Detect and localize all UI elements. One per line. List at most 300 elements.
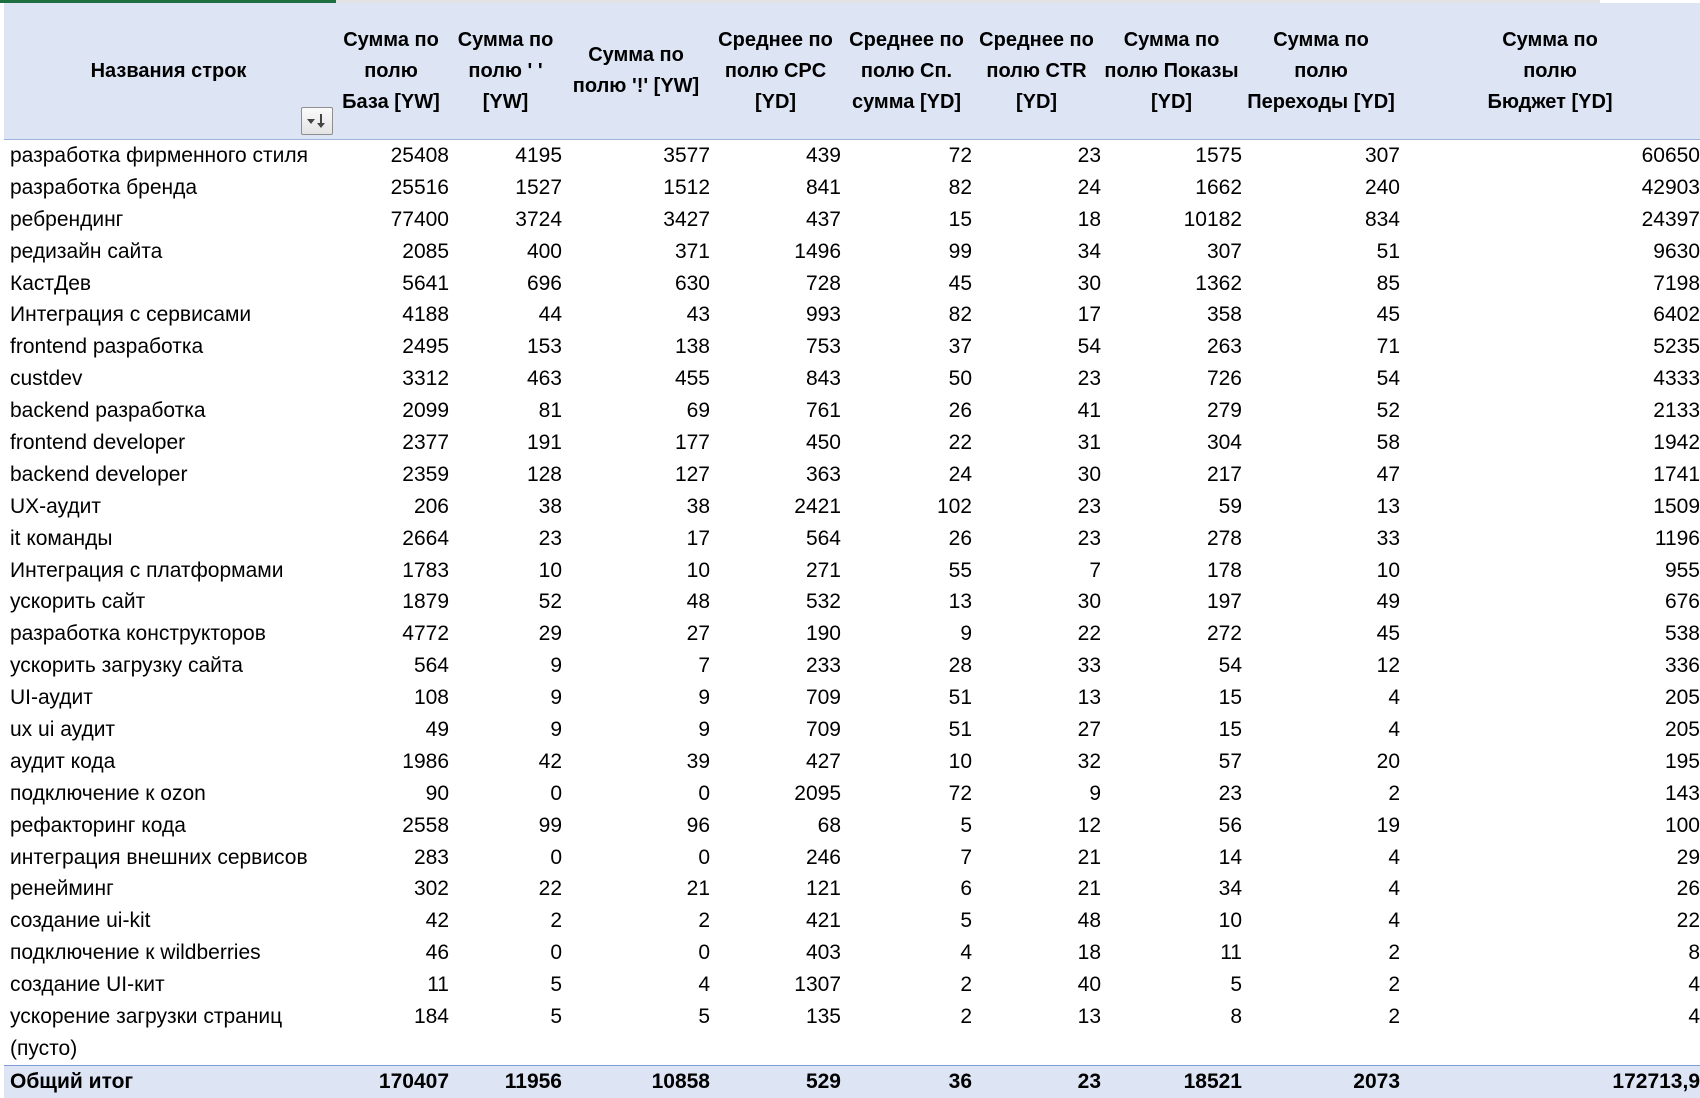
value-cell[interactable]: 13 — [948, 590, 972, 614]
value-cell[interactable]: 54 — [1218, 654, 1242, 678]
value-cell[interactable]: 46 — [425, 941, 449, 965]
value-cell[interactable]: 43 — [686, 303, 710, 327]
value-cell[interactable]: 81 — [538, 399, 562, 423]
value-cell[interactable]: 17 — [686, 526, 710, 550]
value-cell[interactable]: 153 — [526, 335, 562, 359]
row-label-cell[interactable]: ux ui аудит — [10, 717, 116, 741]
value-cell[interactable]: 127 — [674, 462, 710, 486]
value-cell[interactable]: 28 — [948, 654, 972, 678]
value-cell[interactable]: 5 — [960, 909, 972, 933]
value-cell[interactable]: 50 — [948, 367, 972, 391]
value-cell[interactable]: 8 — [1230, 1004, 1242, 1028]
value-cell[interactable]: 0 — [550, 781, 562, 805]
grand-total-value[interactable]: 529 — [710, 1065, 841, 1098]
row-label-cell[interactable]: разработка фирменного стиля — [10, 143, 308, 167]
value-cell[interactable]: 1942 — [1653, 430, 1700, 454]
row-label-cell[interactable]: интеграция внешних сервисов — [10, 845, 308, 869]
value-cell[interactable]: 13 — [1077, 686, 1101, 710]
value-cell[interactable]: 630 — [674, 271, 710, 295]
value-cell[interactable]: 32 — [1077, 749, 1101, 773]
value-cell[interactable]: 761 — [805, 399, 841, 423]
value-cell[interactable]: 27 — [686, 622, 710, 646]
column-header[interactable] — [1242, 3, 1400, 140]
value-cell[interactable]: 205 — [1664, 686, 1700, 710]
value-cell[interactable]: 45 — [1376, 622, 1400, 646]
value-cell[interactable]: 41 — [1077, 399, 1101, 423]
value-cell[interactable]: 20 — [1376, 749, 1400, 773]
row-labels-header-cell[interactable] — [4, 3, 333, 140]
value-cell[interactable]: 17 — [1077, 303, 1101, 327]
value-cell[interactable]: 437 — [805, 207, 841, 231]
value-cell[interactable]: 33 — [1376, 526, 1400, 550]
value-cell[interactable]: 4772 — [402, 622, 449, 646]
grand-total-value[interactable]: 11956 — [449, 1065, 562, 1098]
value-cell[interactable]: 0 — [550, 845, 562, 869]
value-cell[interactable]: 21 — [1077, 845, 1101, 869]
value-cell[interactable]: 4 — [1688, 1004, 1700, 1028]
value-cell[interactable]: 6402 — [1653, 303, 1700, 327]
row-label-cell[interactable]: backend developer — [10, 462, 188, 486]
value-cell[interactable]: 2558 — [402, 813, 449, 837]
value-cell[interactable]: 5641 — [402, 271, 449, 295]
value-cell[interactable]: 1575 — [1195, 143, 1242, 167]
value-cell[interactable]: 99 — [948, 239, 972, 263]
row-label-cell[interactable]: ребрендинг — [10, 207, 124, 231]
row-label-cell[interactable]: разработка бренда — [10, 175, 198, 199]
value-cell[interactable]: 2377 — [402, 430, 449, 454]
value-cell[interactable]: 7 — [960, 845, 972, 869]
value-cell[interactable]: 178 — [1206, 558, 1242, 582]
value-cell[interactable]: 2664 — [402, 526, 449, 550]
value-cell[interactable]: 37 — [948, 335, 972, 359]
value-cell[interactable] — [841, 1033, 972, 1065]
value-cell[interactable]: 12 — [1376, 654, 1400, 678]
value-cell[interactable]: 26 — [948, 526, 972, 550]
value-cell[interactable]: 843 — [805, 367, 841, 391]
column-header[interactable] — [333, 3, 449, 140]
value-cell[interactable]: 5 — [960, 813, 972, 837]
value-cell[interactable]: 77400 — [390, 207, 449, 231]
value-cell[interactable]: 371 — [674, 239, 710, 263]
value-cell[interactable]: 48 — [686, 590, 710, 614]
value-cell[interactable]: 3577 — [663, 143, 710, 167]
value-cell[interactable]: 709 — [805, 717, 841, 741]
value-cell[interactable] — [449, 1033, 562, 1065]
value-cell[interactable] — [972, 1033, 1101, 1065]
value-cell[interactable]: 30 — [1077, 462, 1101, 486]
value-cell[interactable]: 54 — [1077, 335, 1101, 359]
value-cell[interactable]: 24 — [1077, 175, 1101, 199]
value-cell[interactable]: 68 — [817, 813, 841, 837]
value-cell[interactable]: 143 — [1664, 781, 1700, 805]
column-header[interactable] — [841, 3, 972, 140]
value-cell[interactable]: 11 — [427, 973, 449, 997]
value-cell[interactable]: 2421 — [794, 494, 841, 518]
value-cell[interactable]: 6 — [960, 877, 972, 901]
value-cell[interactable]: 993 — [805, 303, 841, 327]
value-cell[interactable]: 44 — [538, 303, 562, 327]
value-cell[interactable]: 728 — [805, 271, 841, 295]
row-label-cell[interactable]: создание UI-кит — [10, 973, 165, 997]
value-cell[interactable]: 128 — [526, 462, 562, 486]
value-cell[interactable]: 2 — [550, 909, 562, 933]
value-cell[interactable]: 23 — [1077, 367, 1101, 391]
value-cell[interactable]: 23 — [1077, 526, 1101, 550]
value-cell[interactable]: 82 — [948, 303, 972, 327]
value-cell[interactable]: 206 — [413, 494, 449, 518]
value-cell[interactable]: 4188 — [402, 303, 449, 327]
value-cell[interactable]: 9 — [550, 654, 562, 678]
value-cell[interactable]: 13 — [1376, 494, 1400, 518]
value-cell[interactable]: 2495 — [402, 335, 449, 359]
value-cell[interactable]: 18 — [1077, 207, 1101, 231]
value-cell[interactable]: 1307 — [794, 973, 841, 997]
grand-total-label[interactable]: Общий итог — [4, 1065, 333, 1098]
value-cell[interactable]: 18 — [1077, 941, 1101, 965]
value-cell[interactable]: 4 — [1688, 973, 1700, 997]
value-cell[interactable]: 5 — [698, 1004, 710, 1028]
value-cell[interactable]: 85 — [1376, 271, 1400, 295]
row-label-cell[interactable]: ускорить сайт — [10, 590, 146, 614]
value-cell[interactable]: 15 — [1218, 717, 1242, 741]
value-cell[interactable]: 1527 — [515, 175, 562, 199]
value-cell[interactable]: 51 — [1376, 239, 1400, 263]
value-cell[interactable]: 4333 — [1653, 367, 1700, 391]
row-label-cell[interactable]: редизайн сайта — [10, 239, 163, 263]
value-cell[interactable]: 57 — [1218, 749, 1242, 773]
value-cell[interactable]: 2133 — [1653, 399, 1700, 423]
value-cell[interactable]: 676 — [1664, 590, 1700, 614]
value-cell[interactable]: 9 — [1089, 781, 1101, 805]
value-cell[interactable]: 7198 — [1653, 271, 1700, 295]
value-cell[interactable]: 23 — [1218, 781, 1242, 805]
value-cell[interactable]: 33 — [1077, 654, 1101, 678]
row-label-cell[interactable]: ускорение загрузки страниц — [10, 1004, 283, 1028]
value-cell[interactable]: 30 — [1077, 271, 1101, 295]
value-cell[interactable]: 69 — [686, 399, 710, 423]
value-cell[interactable]: 21 — [686, 877, 710, 901]
row-label-cell[interactable]: it команды — [10, 526, 113, 550]
value-cell[interactable]: 5235 — [1653, 335, 1700, 359]
value-cell[interactable]: 2085 — [402, 239, 449, 263]
column-header[interactable] — [562, 3, 710, 140]
value-cell[interactable]: 5 — [550, 1004, 562, 1028]
row-label-cell[interactable]: UI-аудит — [10, 686, 93, 710]
value-cell[interactable]: 100 — [1664, 813, 1700, 837]
grand-total-value[interactable]: 10858 — [562, 1065, 710, 1098]
value-cell[interactable]: 2 — [1388, 973, 1400, 997]
value-cell[interactable]: 26 — [948, 399, 972, 423]
value-cell[interactable]: 1196 — [1654, 526, 1700, 550]
grand-total-value[interactable]: 2073 — [1242, 1065, 1400, 1098]
value-cell[interactable]: 217 — [1206, 462, 1242, 486]
value-cell[interactable] — [333, 1033, 449, 1065]
value-cell[interactable]: 54 — [1376, 367, 1400, 391]
row-label-cell[interactable]: (пусто) — [10, 1036, 78, 1060]
value-cell[interactable]: 841 — [805, 175, 841, 199]
value-cell[interactable]: 4 — [1388, 717, 1400, 741]
value-cell[interactable]: 1512 — [663, 175, 710, 199]
value-cell[interactable]: 24 — [948, 462, 972, 486]
value-cell[interactable]: 1496 — [794, 239, 841, 263]
value-cell[interactable]: 23 — [538, 526, 562, 550]
value-cell[interactable]: 190 — [805, 622, 841, 646]
value-cell[interactable]: 463 — [526, 367, 562, 391]
value-cell[interactable]: 34 — [1077, 239, 1101, 263]
value-cell[interactable]: 455 — [674, 367, 710, 391]
value-cell[interactable]: 13 — [1077, 1004, 1101, 1028]
value-cell[interactable]: 22 — [1676, 909, 1700, 933]
value-cell[interactable]: 23 — [1077, 494, 1101, 518]
value-cell[interactable]: 4 — [1388, 845, 1400, 869]
value-cell[interactable]: 52 — [538, 590, 562, 614]
value-cell[interactable]: 96 — [686, 813, 710, 837]
row-label-cell[interactable]: Интеграция с сервисами — [10, 303, 252, 327]
value-cell[interactable]: 4 — [1388, 909, 1400, 933]
value-cell[interactable]: 10 — [1376, 558, 1400, 582]
row-label-cell[interactable]: КастДев — [10, 271, 92, 295]
value-cell[interactable]: 195 — [1664, 749, 1700, 773]
value-cell[interactable]: 272 — [1206, 622, 1242, 646]
grand-total-value[interactable]: 23 — [972, 1065, 1101, 1098]
value-cell[interactable]: 2 — [698, 909, 710, 933]
row-label-cell[interactable]: custdev — [10, 367, 83, 391]
value-cell[interactable]: 45 — [1376, 303, 1400, 327]
value-cell[interactable]: 0 — [698, 845, 710, 869]
value-cell[interactable]: 29 — [1676, 845, 1700, 869]
value-cell[interactable]: 5 — [550, 973, 562, 997]
value-cell[interactable]: 34 — [1218, 877, 1242, 901]
value-cell[interactable]: 42 — [538, 749, 562, 773]
value-cell[interactable]: 56 — [1218, 813, 1242, 837]
grand-total-value[interactable]: 36 — [841, 1065, 972, 1098]
value-cell[interactable]: 9 — [550, 717, 562, 741]
value-cell[interactable]: 121 — [805, 877, 841, 901]
value-cell[interactable]: 1362 — [1195, 271, 1242, 295]
value-cell[interactable]: 9 — [698, 717, 710, 741]
row-label-cell[interactable]: ренейминг — [10, 877, 114, 901]
value-cell[interactable]: 4 — [1388, 686, 1400, 710]
value-cell[interactable]: 834 — [1364, 207, 1400, 231]
value-cell[interactable]: 10 — [1218, 909, 1242, 933]
value-cell[interactable]: 72 — [948, 781, 972, 805]
value-cell[interactable]: 2099 — [402, 399, 449, 423]
value-cell[interactable]: 564 — [805, 526, 841, 550]
row-label-cell[interactable]: аудит кода — [10, 749, 116, 773]
value-cell[interactable]: 72 — [948, 143, 972, 167]
value-cell[interactable]: 233 — [805, 654, 841, 678]
grand-total-value[interactable]: 172713,9 — [1400, 1065, 1700, 1098]
value-cell[interactable]: 52 — [1376, 399, 1400, 423]
value-cell[interactable]: 263 — [1206, 335, 1242, 359]
value-cell[interactable]: 58 — [1376, 430, 1400, 454]
value-cell[interactable]: 336 — [1664, 654, 1700, 678]
value-cell[interactable]: 60650 — [1641, 143, 1700, 167]
row-label-cell[interactable]: frontend разработка — [10, 335, 204, 359]
value-cell[interactable]: 22 — [1077, 622, 1101, 646]
value-cell[interactable] — [1101, 1033, 1242, 1065]
value-cell[interactable]: 10 — [686, 558, 710, 582]
value-cell[interactable]: 7 — [698, 654, 710, 678]
value-cell[interactable]: 22 — [538, 877, 562, 901]
grand-total-value[interactable]: 170407 — [333, 1065, 449, 1098]
value-cell[interactable]: 9 — [698, 686, 710, 710]
value-cell[interactable]: 532 — [805, 590, 841, 614]
value-cell[interactable]: 23 — [1077, 143, 1101, 167]
value-cell[interactable]: 15 — [948, 207, 972, 231]
value-cell[interactable]: 3312 — [402, 367, 449, 391]
value-cell[interactable]: 278 — [1206, 526, 1242, 550]
value-cell[interactable]: 0 — [698, 941, 710, 965]
value-cell[interactable]: 3724 — [515, 207, 562, 231]
value-cell[interactable]: 39 — [686, 749, 710, 773]
value-cell[interactable]: 2 — [1388, 941, 1400, 965]
value-cell[interactable]: 538 — [1664, 622, 1700, 646]
sort-filter-dropdown-button[interactable] — [301, 107, 333, 135]
value-cell[interactable]: 283 — [413, 845, 449, 869]
value-cell[interactable]: 1879 — [402, 590, 449, 614]
value-cell[interactable]: 108 — [413, 686, 449, 710]
value-cell[interactable]: 1662 — [1195, 175, 1242, 199]
value-cell[interactable]: 27 — [1077, 717, 1101, 741]
row-label-cell[interactable]: подключение к ozon — [10, 781, 206, 805]
value-cell[interactable]: 726 — [1206, 367, 1242, 391]
value-cell[interactable]: 450 — [805, 430, 841, 454]
value-cell[interactable] — [1400, 1033, 1700, 1065]
value-cell[interactable]: 135 — [805, 1004, 841, 1028]
value-cell[interactable]: 0 — [698, 781, 710, 805]
value-cell[interactable]: 2 — [960, 973, 972, 997]
value-cell[interactable]: 48 — [1077, 909, 1101, 933]
row-label-cell[interactable]: создание ui-kit — [10, 909, 151, 933]
value-cell[interactable]: 279 — [1206, 399, 1242, 423]
value-cell[interactable]: 25516 — [390, 175, 449, 199]
column-header[interactable] — [710, 3, 841, 140]
value-cell[interactable]: 14 — [1218, 845, 1242, 869]
value-cell[interactable]: 138 — [674, 335, 710, 359]
value-cell[interactable]: 3427 — [663, 207, 710, 231]
value-cell[interactable]: 10 — [948, 749, 972, 773]
value-cell[interactable]: 38 — [686, 494, 710, 518]
value-cell[interactable]: 0 — [550, 941, 562, 965]
value-cell[interactable]: 4 — [1388, 877, 1400, 901]
value-cell[interactable]: 71 — [1376, 335, 1400, 359]
column-header[interactable] — [449, 3, 562, 140]
value-cell[interactable]: 40 — [1077, 973, 1101, 997]
value-cell[interactable]: 5 — [1230, 973, 1242, 997]
value-cell[interactable]: 427 — [805, 749, 841, 773]
row-label-cell[interactable]: backend разработка — [10, 399, 206, 423]
value-cell[interactable]: 49 — [1376, 590, 1400, 614]
row-label-cell[interactable]: UX-аудит — [10, 494, 102, 518]
value-cell[interactable]: 753 — [805, 335, 841, 359]
value-cell[interactable]: 1783 — [402, 558, 449, 582]
value-cell[interactable]: 400 — [526, 239, 562, 263]
grand-total-value[interactable]: 18521 — [1101, 1065, 1242, 1098]
value-cell[interactable]: 29 — [538, 622, 562, 646]
value-cell[interactable]: 102 — [936, 494, 972, 518]
value-cell[interactable]: 7 — [1089, 558, 1101, 582]
value-cell[interactable]: 4195 — [515, 143, 562, 167]
value-cell[interactable]: 184 — [413, 1004, 449, 1028]
value-cell[interactable]: 240 — [1364, 175, 1400, 199]
row-label-cell[interactable]: Интеграция с платформами — [10, 558, 284, 582]
value-cell[interactable]: 25408 — [390, 143, 449, 167]
value-cell[interactable]: 197 — [1206, 590, 1242, 614]
row-label-cell[interactable]: ускорить загрузку сайта — [10, 654, 243, 678]
row-label-cell[interactable]: подключение к wildberries — [10, 941, 261, 965]
value-cell[interactable]: 4 — [698, 973, 710, 997]
value-cell[interactable]: 10182 — [1183, 207, 1242, 231]
value-cell[interactable]: 955 — [1664, 558, 1700, 582]
value-cell[interactable]: 22 — [948, 430, 972, 454]
value-cell[interactable]: 2 — [960, 1004, 972, 1028]
value-cell[interactable]: 307 — [1206, 239, 1242, 263]
value-cell[interactable]: 99 — [538, 813, 562, 837]
value-cell[interactable]: 304 — [1206, 430, 1242, 454]
value-cell[interactable]: 363 — [805, 462, 841, 486]
value-cell[interactable]: 19 — [1376, 813, 1400, 837]
value-cell[interactable]: 177 — [674, 430, 710, 454]
value-cell[interactable]: 42903 — [1641, 175, 1700, 199]
row-label-cell[interactable]: frontend developer — [10, 430, 186, 454]
value-cell[interactable]: 21 — [1077, 877, 1101, 901]
value-cell[interactable]: 42 — [425, 909, 449, 933]
value-cell[interactable]: 90 — [425, 781, 449, 805]
value-cell[interactable]: 1509 — [1653, 494, 1700, 518]
value-cell[interactable]: 31 — [1077, 430, 1101, 454]
value-cell[interactable]: 15 — [1218, 686, 1242, 710]
value-cell[interactable]: 2359 — [402, 462, 449, 486]
value-cell[interactable]: 191 — [526, 430, 562, 454]
value-cell[interactable]: 12 — [1077, 813, 1101, 837]
value-cell[interactable]: 1986 — [402, 749, 449, 773]
value-cell[interactable]: 205 — [1664, 717, 1700, 741]
value-cell[interactable] — [562, 1033, 710, 1065]
value-cell[interactable]: 403 — [805, 941, 841, 965]
value-cell[interactable]: 82 — [948, 175, 972, 199]
value-cell[interactable]: 24397 — [1641, 207, 1700, 231]
value-cell[interactable]: 47 — [1376, 462, 1400, 486]
value-cell[interactable]: 49 — [425, 717, 449, 741]
value-cell[interactable]: 696 — [526, 271, 562, 295]
value-cell[interactable]: 246 — [805, 845, 841, 869]
value-cell[interactable]: 30 — [1077, 590, 1101, 614]
value-cell[interactable]: 51 — [948, 686, 972, 710]
value-cell[interactable]: 51 — [948, 717, 972, 741]
column-header[interactable] — [1101, 3, 1242, 140]
column-header[interactable] — [972, 3, 1101, 140]
value-cell[interactable]: 10 — [538, 558, 562, 582]
value-cell[interactable]: 2 — [1388, 781, 1400, 805]
value-cell[interactable]: 439 — [805, 143, 841, 167]
value-cell[interactable]: 55 — [948, 558, 972, 582]
value-cell[interactable]: 2 — [1388, 1004, 1400, 1028]
value-cell[interactable]: 9630 — [1653, 239, 1700, 263]
value-cell[interactable]: 2095 — [794, 781, 841, 805]
value-cell[interactable] — [710, 1033, 841, 1065]
value-cell[interactable]: 38 — [538, 494, 562, 518]
value-cell[interactable]: 9 — [960, 622, 972, 646]
value-cell[interactable]: 4 — [960, 941, 972, 965]
value-cell[interactable]: 1741 — [1653, 462, 1700, 486]
value-cell[interactable]: 709 — [805, 686, 841, 710]
row-label-cell[interactable]: разработка конструкторов — [10, 622, 266, 646]
value-cell[interactable]: 26 — [1676, 877, 1700, 901]
row-label-cell[interactable]: рефакторинг кода — [10, 813, 186, 837]
value-cell[interactable]: 564 — [413, 654, 449, 678]
value-cell[interactable]: 9 — [550, 686, 562, 710]
